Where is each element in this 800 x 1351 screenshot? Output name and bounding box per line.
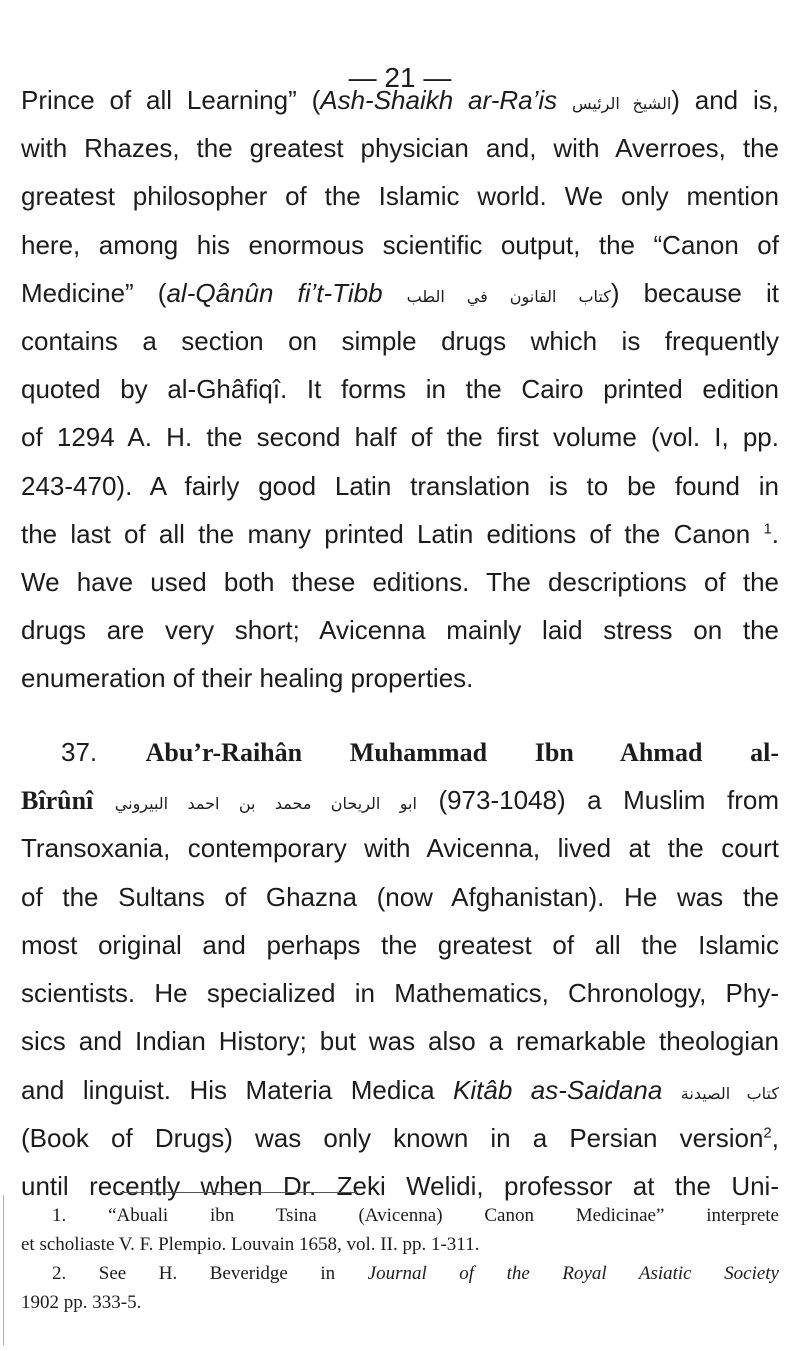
text-line: drugs are very short; Avicenna mainly laid stress on the [21, 615, 779, 645]
text-line: Prince of all Learning” (Ash-Shaikh ar-Ra’is الشيخ الرئيس) and is, [21, 85, 779, 115]
text-line: scientists. He specialized in Mathematics, Chronology, Phy- [21, 978, 779, 1008]
entry-heading: Abu’r-Raihân Muhammad Ibn Ahmad al- [145, 738, 779, 767]
page-number: — 21 — [348, 62, 452, 93]
arabic-name-biruni: ابو الريحان محمد بن احمد البيروني [114, 794, 417, 813]
arabic-title-canon: كتاب القانون في الطب [406, 287, 611, 306]
text-line: enumeration of their healing properties. [21, 663, 474, 693]
text-line: of 1294 A. H. the second half of the first volume (vol. I, pp. [21, 422, 779, 452]
footnote-2-line: 1902 pp. 333-5. [21, 1292, 142, 1313]
scan-binding-edge [3, 1195, 4, 1345]
text-line: sics and Indian History; but was also a remarkable theologian [21, 1026, 779, 1056]
text-line: Medicine” (al-Qânûn fi’t-Tibb كتاب القانون في الطب) because it [21, 278, 779, 308]
text-line: (Book of Drugs) was only known in a Persian version$^2$, [21, 1123, 779, 1153]
entry-number: 37. [61, 737, 98, 767]
footnote-2-line: 2. See H. Beveridge in Journal of the Royal Asiatic Society [52, 1263, 779, 1284]
text-line: and linguist. His Materia Medica Kitâb as-Saidana كتاب الصيدنة [21, 1075, 779, 1105]
footnote-1-line: 1. “Abuali ibn Tsina (Avicenna) Canon Medicinae” interprete [52, 1205, 779, 1226]
text-line: Transoxania, contemporary with Avicenna, lived at the court [21, 833, 779, 863]
arabic-title-avicenna: الشيخ الرئيس [571, 94, 672, 113]
text-line: contains a section on simple drugs which is frequently [21, 326, 779, 356]
text-line: with Rhazes, the greatest physician and, with Averroes, the [21, 133, 779, 163]
text-line: quoted by al-Ghâfiqî. It forms in the Cairo printed edition [21, 374, 779, 404]
text-line: of the Sultans of Ghazna (now Afghanistan). He was the [21, 882, 779, 912]
footnote-divider [120, 1192, 356, 1193]
journal-title: Journal of the Royal Asiatic Society [367, 1263, 779, 1284]
footnote-ref-1: 1 [763, 520, 772, 538]
text-line [61, 734, 779, 770]
text-line: the last of all the many printed Latin editions of the Canon $^1$. [21, 519, 779, 549]
text-line: We have used both these editions. The descriptions of the [21, 567, 779, 597]
text-line: greatest philosopher of the Islamic world. We only mention [21, 181, 779, 211]
arabic-title-saidana: كتاب الصيدنة [680, 1084, 779, 1103]
footnote-1-line: et scholiaste V. F. Plempio. Louvain 1658, vol. II. pp. 1-311. [21, 1234, 480, 1255]
text-line: most original and perhaps the greatest of all the Islamic [21, 930, 779, 960]
text-line: here, among his enormous scientific output, the “Canon of [21, 230, 779, 260]
text-line: 243-470). A fairly good Latin translation is to be found in [21, 471, 779, 501]
text-line: Bîrûnî ابو الريحان محمد بن احمد البيروني (973-1048) a Muslim from [21, 785, 779, 815]
footnote-ref-2: 2 [763, 1124, 772, 1142]
text-line: until recently when Dr. Zeki Welidi, professor at the Uni- [21, 1171, 779, 1201]
